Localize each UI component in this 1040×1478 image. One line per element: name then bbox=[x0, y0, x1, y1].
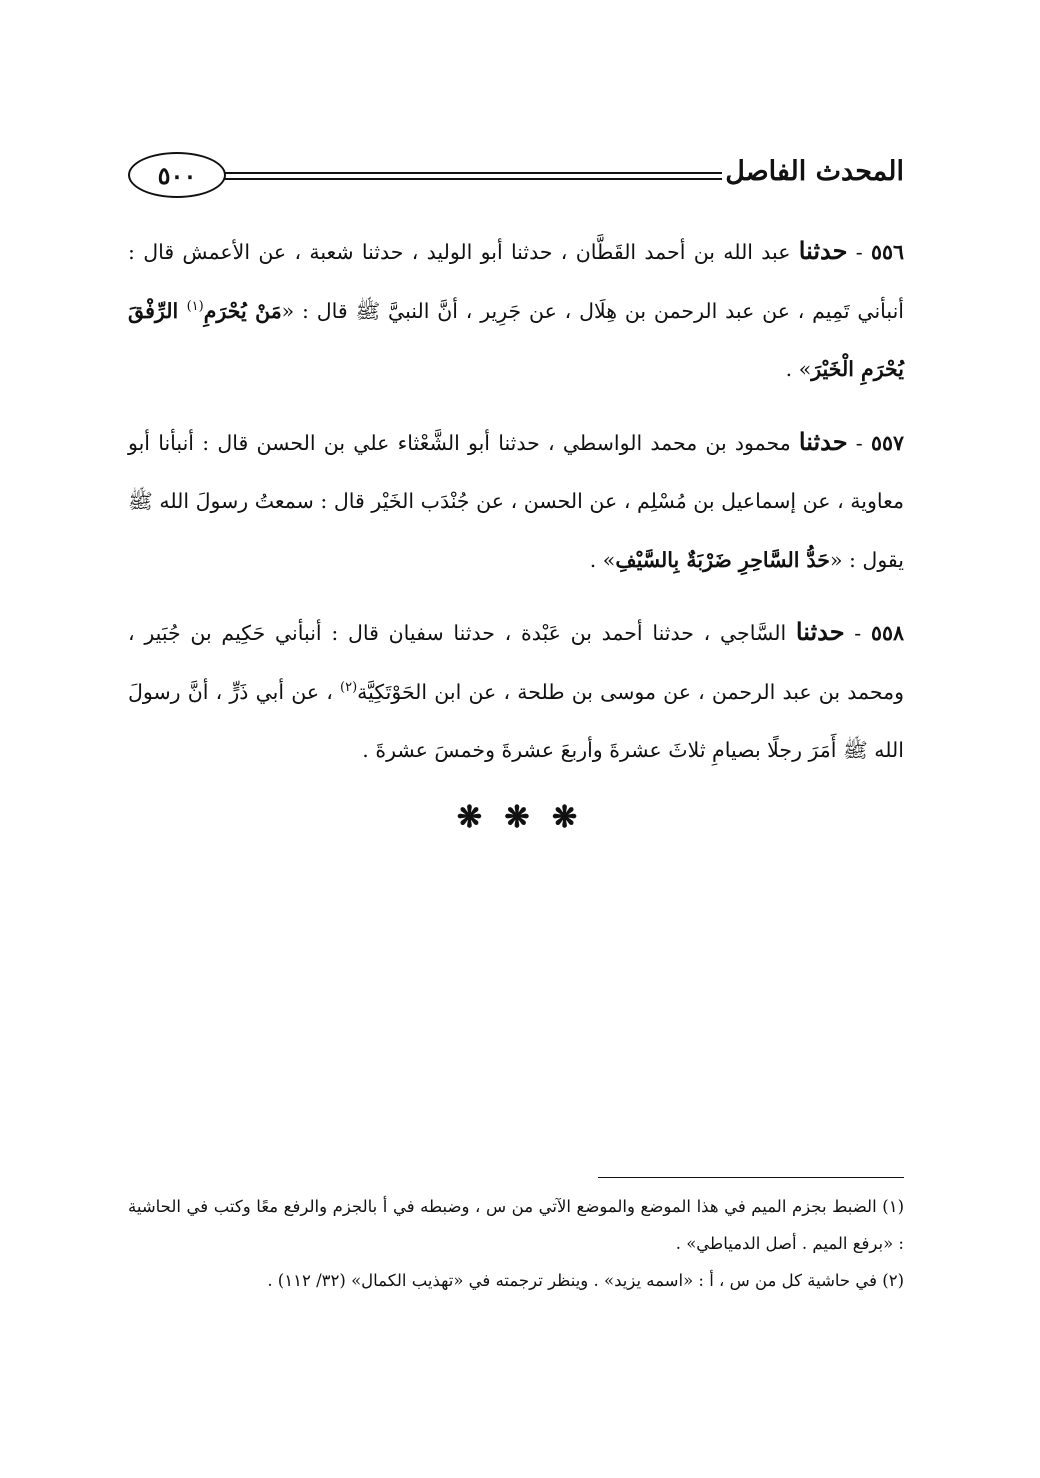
haddathana-word: حدثنا bbox=[795, 617, 845, 646]
footnotes bbox=[128, 1188, 904, 1299]
hadith-557 bbox=[128, 413, 904, 590]
footnote-1: (١) الضبط بجزم الميم في هذا الموضع والموضع الآتي من س ، وضبطه في أ بالجزم والرفع معًا وكتب في الحاشية : «برفع الميم . أصل الدمياطي» . bbox=[128, 1197, 904, 1253]
footnote-marker-2[interactable]: (٢) bbox=[340, 679, 358, 695]
hadith-number: ٥٥٦ bbox=[870, 240, 904, 264]
hadith-isnad: عبد الله بن أحمد القَطَّان ، حدثنا أبو الوليد ، حدثنا شعبة ، عن الأعمش قال : أنبأني تَمِيم ، عن عبد الرحمن بن هِلَال ، عن جَرِير ، أنَّ النبيَّ ﷺ قال : « bbox=[128, 240, 904, 323]
hadith-556 bbox=[128, 222, 904, 399]
hadith-isnad: محمود بن محمد الواسطي ، حدثنا أبو الشَّعْثاء علي بن الحسن قال : أنبأنا أبو معاوية ، عن إسماعيل بن مُسْلِم ، عن الحسن ، عن جُنْدَب الخَيْر قال : سمعتُ رسولَ الله ﷺ يقول : « bbox=[128, 430, 904, 572]
hadith-matn-part-b: الرِّفْقَ يُحْرَمِ الْخَيْرَ bbox=[128, 298, 904, 381]
hadith-text: ، عن أبي ذَرٍّ ، أنَّ رسولَ الله ﷺ أَمَرَ رجلًا بصيامِ ثلاثَ عشرةَ وأربعَ عشرةَ وخمسَ عشرةَ . bbox=[128, 679, 904, 762]
section-separator: ❋ ❋ ❋ bbox=[456, 800, 584, 835]
hadith-number: ٥٥٧ bbox=[870, 430, 904, 455]
main-text bbox=[128, 222, 904, 794]
hadith-isnad: السَّاجي ، حدثنا أحمد بن عَبْدة ، حدثنا سفيان قال : أنبأني حَكِيم بن جُبَير ، ومحمد بن عبد الرحمن ، عن موسى بن طلحة ، عن ابن الحَوْتَكِيَّة bbox=[128, 621, 904, 704]
hadith-dash: - bbox=[847, 430, 871, 455]
hadith-matn-part-a: مَنْ يُحْرَمِ bbox=[203, 298, 282, 323]
header-rule-top bbox=[224, 172, 722, 174]
footnote-2: (٢) في حاشية كل من س ، أ : «اسمه يزيد» . وينظر ترجمته في «تهذيب الكمال» (٣٢/ ١١٢) . bbox=[267, 1271, 904, 1290]
hadith-dash: - bbox=[847, 240, 871, 264]
footnote-rule bbox=[598, 1177, 904, 1178]
hadith-number: ٥٥٨ bbox=[870, 621, 904, 645]
footnote-marker-1[interactable]: (١) bbox=[186, 298, 204, 314]
hadith-closing: » . bbox=[785, 357, 812, 381]
book-title: المحدث الفاصل bbox=[725, 156, 904, 187]
page-number: ٥٠٠ bbox=[128, 152, 226, 198]
hadith-matn: حَدُّ السَّاحِرِ ضَرْبَةٌ بِالسَّيْفِ bbox=[615, 547, 830, 572]
haddathana-word: حدثنا bbox=[798, 426, 848, 456]
haddathana-word: حدثنا bbox=[798, 236, 848, 265]
hadith-558 bbox=[128, 603, 904, 780]
header-rule-bottom bbox=[224, 178, 722, 180]
hadith-closing: » . bbox=[589, 547, 616, 572]
page-header bbox=[128, 152, 904, 202]
hadith-dash: - bbox=[844, 621, 871, 645]
